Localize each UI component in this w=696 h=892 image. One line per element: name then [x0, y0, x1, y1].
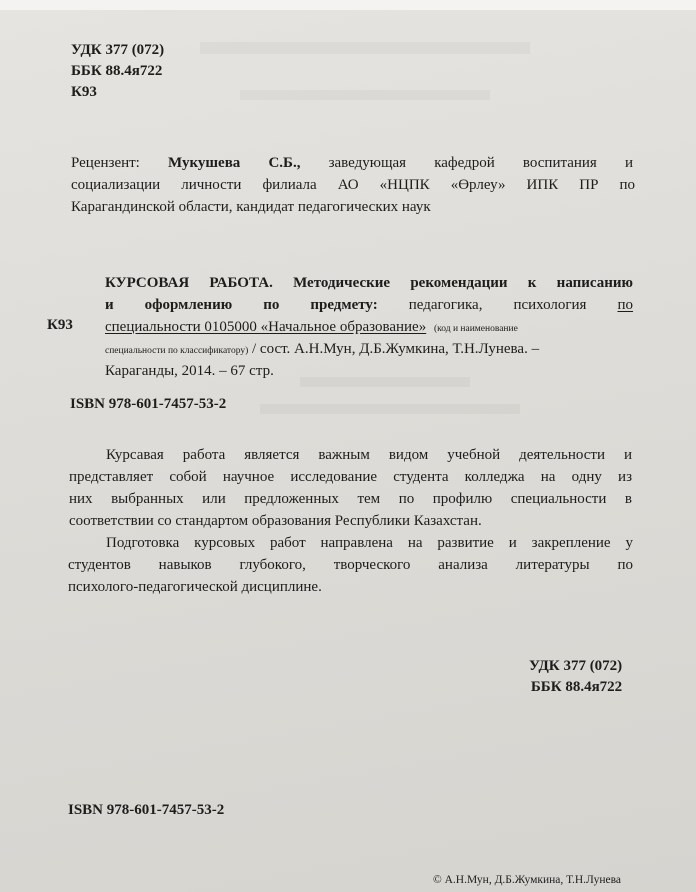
- abstract-p1-line-2: представляет собой научное исследование студента колледжа на одну из: [69, 469, 632, 485]
- bleed-through: [240, 90, 490, 100]
- reviewer-label: Рецензент:: [71, 155, 140, 171]
- reviewer-line-1: [71, 152, 633, 174]
- catalog-title-line-2: [105, 294, 633, 316]
- bbk-code: ББК 88.4я722: [71, 63, 163, 79]
- classification-codes-bottom: [529, 656, 622, 698]
- bleed-through: [260, 404, 520, 414]
- catalog-title-line-4: [105, 338, 539, 362]
- author-mark: К93: [71, 84, 97, 100]
- isbn-bottom: ISBN 978-601-7457-53-2: [68, 802, 225, 818]
- catalog-title: КУРСОВАЯ РАБОТА. Методические рекомендации к написанию: [105, 275, 633, 291]
- bbk-code-bottom: ББК 88.4я722: [530, 679, 623, 695]
- abstract-p1-line-4: соответствии со стандартом образования Республики Казахстан.: [69, 513, 482, 529]
- catalog-title-line-5: [105, 360, 274, 382]
- reviewer-name: Мукушева С.Б.,: [168, 155, 301, 171]
- reviewer-affiliation: социализации личности филиала АО «НЦПК «Өрлеу» ИПК ПР по: [71, 177, 635, 193]
- abstract-p1-line-3: них выбранных или предложенных тем по профилю специальности в: [69, 491, 632, 507]
- page-top-edge: [0, 0, 696, 10]
- catalog-compilers: / сост. А.Н.Мун, Д.Б.Жумкина, Т.Н.Лунева. –: [252, 341, 540, 357]
- catalog-subjects: педагогика, психология: [408, 297, 587, 313]
- catalog-author-mark: К93: [47, 317, 73, 333]
- classification-codes-top: [71, 40, 164, 103]
- catalog-note: (код и наименование: [433, 324, 518, 334]
- catalog-underlined-word: по: [617, 297, 634, 313]
- catalog-subtitle: и оформлению по предмету:: [105, 297, 378, 313]
- catalog-note-cont: специальности по классификатору): [105, 346, 249, 356]
- reviewer-line-3: [71, 196, 635, 218]
- abstract-p2-line-2: студентов навыков глубокого, творческого анализа литературы по: [68, 557, 633, 573]
- catalog-title-line-3: [105, 316, 633, 340]
- catalog-title-line-1: [105, 272, 633, 294]
- udk-code: УДК 377 (072): [71, 42, 165, 58]
- catalog-imprint: Караганды, 2014. – 67 стр.: [105, 363, 274, 379]
- udk-code-bottom: УДК 377 (072): [529, 658, 623, 674]
- reviewer-position: заведующая кафедрой воспитания и: [328, 155, 633, 171]
- abstract-p2-line-3: психолого-педагогической дисциплине.: [68, 579, 322, 595]
- bleed-through: [300, 377, 470, 387]
- abstract-p1-line-1: Курсавая работа является важным видом учебной деятельности и: [106, 447, 632, 463]
- copyright: © А.Н.Мун, Д.Б.Жумкина, Т.Н.Лунева: [433, 874, 621, 886]
- catalog-specialty: специальности 0105000 «Начальное образование»: [105, 319, 427, 335]
- bleed-through: [200, 42, 530, 54]
- isbn-top: ISBN 978-601-7457-53-2: [70, 396, 227, 412]
- abstract-p2-line-1: Подготовка курсовых работ направлена на развитие и закрепление у: [106, 535, 633, 551]
- reviewer-line-2: [71, 174, 635, 196]
- reviewer-degree: Карагандинской области, кандидат педагогических наук: [71, 199, 431, 215]
